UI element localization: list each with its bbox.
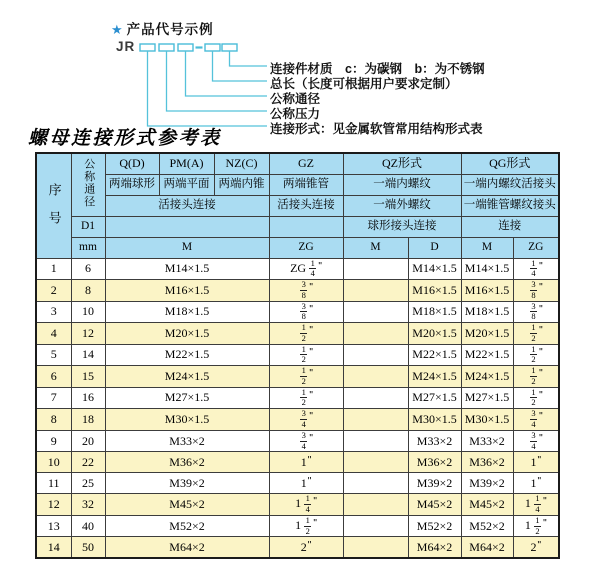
fraction-value: $\frac{3}{8}$ — [301, 279, 306, 300]
cell-gz-zg: $\frac{1}{2}$ " — [269, 344, 343, 366]
header-qg-connect: 连接 — [461, 216, 559, 237]
cell-qg-zg: 2" — [513, 537, 559, 558]
cell-qz-m — [343, 258, 408, 280]
header-empty-gz — [269, 216, 343, 237]
header-dn-text: 公称通径 — [82, 158, 95, 209]
fraction-value: $\frac{3}{4}$ — [301, 408, 306, 429]
cell-qz-m — [343, 323, 408, 345]
cell-gz-zg: 1 $\frac{1}{2}$ " — [269, 515, 343, 537]
cell-qz-d: M64×2 — [408, 537, 461, 558]
cell-qg-m: M22×1.5 — [461, 344, 513, 366]
fraction-value: $\frac{1}{2}$ — [531, 365, 536, 386]
fraction-value: $\frac{1}{2}$ — [531, 387, 536, 408]
header-gz-desc: 两端锥管 — [269, 174, 343, 195]
cell-qg-zg: $\frac{3}{4}$ " — [513, 409, 559, 431]
cell-m-thread: M33×2 — [105, 430, 269, 452]
cell-qg-zg: $\frac{1}{2}$ " — [513, 323, 559, 345]
cell-qz-d: M27×1.5 — [408, 387, 461, 409]
cell-qg-zg: 1" — [513, 452, 559, 473]
cell-qg-m: M18×1.5 — [461, 301, 513, 323]
table-body — [36, 258, 559, 558]
cell-dn: 40 — [71, 515, 105, 537]
cell-qz-d: M52×2 — [408, 515, 461, 537]
cell-qg-m: M36×2 — [461, 452, 513, 473]
cell-gz-zg: 1" — [269, 452, 343, 473]
cell-qz-d: M18×1.5 — [408, 301, 461, 323]
cell-m-thread: M52×2 — [105, 515, 269, 537]
cell-dn: 16 — [71, 387, 105, 409]
header-qz-connect: 球形接头连接 — [343, 216, 461, 237]
header-q-code: Q(D) — [105, 153, 159, 174]
cell-dn: 12 — [71, 323, 105, 345]
cell-qg-m: M39×2 — [461, 473, 513, 494]
nut-connection-reference-table — [35, 152, 560, 559]
cell-qg-zg: $\frac{3}{8}$ " — [513, 301, 559, 323]
cell-qg-m: M27×1.5 — [461, 387, 513, 409]
cell-qz-d: M16×1.5 — [408, 280, 461, 302]
diagram-heading-text: 产品代号示例 — [126, 22, 214, 37]
cell-dn: 15 — [71, 366, 105, 388]
cell-qz-m — [343, 494, 408, 516]
table-header — [36, 153, 559, 258]
fraction-value: $\frac{3}{8}$ — [531, 279, 536, 300]
cell-dn: 22 — [71, 452, 105, 473]
header-pm-desc: 两端平面 — [159, 174, 214, 195]
cell-qz-d: M33×2 — [408, 430, 461, 452]
table-row — [36, 323, 559, 345]
fraction-value: $\frac{1}{2}$ — [531, 344, 536, 365]
cell-dn: 14 — [71, 344, 105, 366]
cell-seq: 12 — [36, 494, 71, 516]
table-row — [36, 515, 559, 537]
fraction-value: $\frac{3}{4}$ — [531, 408, 536, 429]
cell-qz-m — [343, 452, 408, 473]
cell-gz-zg: 1" — [269, 473, 343, 494]
cell-qg-zg: $\frac{3}{8}$ " — [513, 280, 559, 302]
cell-m-thread: M16×1.5 — [105, 280, 269, 302]
header-qz-sub2: D — [408, 237, 461, 258]
cell-dn: 32 — [71, 494, 105, 516]
cell-gz-zg: $\frac{1}{2}$ " — [269, 387, 343, 409]
fraction-value: $\frac{1}{2}$ — [535, 515, 540, 536]
fraction-value: $\frac{1}{4}$ — [305, 493, 310, 515]
header-qz-sub1: M — [343, 237, 408, 258]
table-row — [36, 494, 559, 516]
leader-line-form — [148, 51, 268, 126]
cell-seq: 14 — [36, 537, 71, 558]
header-nz-desc: 两端内锥 — [214, 174, 269, 195]
fraction-value: $\frac{3}{4}$ — [301, 430, 306, 451]
header-dn — [71, 153, 105, 216]
header-nz-code: NZ(C) — [214, 153, 269, 174]
cell-gz-zg: 2" — [269, 537, 343, 558]
header-seq — [36, 153, 71, 258]
cell-qg-m: M20×1.5 — [461, 323, 513, 345]
cell-seq: 1 — [36, 258, 71, 280]
header-qz-desc2: 一端外螺纹 — [343, 195, 461, 216]
cell-qz-m — [343, 409, 408, 431]
cell-seq: 10 — [36, 452, 71, 473]
header-left-connect: 活接头连接 — [105, 195, 269, 216]
fraction-value: $\frac{1}{4}$ — [310, 258, 315, 279]
diagram-heading — [111, 18, 214, 38]
code-prefix: JR — [116, 39, 136, 54]
cell-m-thread: M27×1.5 — [105, 387, 269, 409]
header-qz-code: QZ形式 — [343, 153, 461, 174]
cell-qz-m — [343, 473, 408, 494]
fraction-value: $\frac{1}{2}$ — [531, 322, 536, 343]
cell-gz-zg: $\frac{3}{8}$ " — [269, 280, 343, 302]
label-length: 总长（长度可根据用户要求定制） — [270, 77, 458, 91]
cell-qg-zg: $\frac{3}{4}$ " — [513, 430, 559, 452]
header-q-desc: 两端球形 — [105, 174, 159, 195]
label-diameter: 公称通径 — [270, 92, 321, 106]
code-box-1 — [140, 44, 155, 51]
cell-seq: 11 — [36, 473, 71, 494]
cell-seq: 5 — [36, 344, 71, 366]
fraction-value: $\frac{1}{4}$ — [535, 493, 540, 515]
cell-gz-zg: ZG $\frac{1}{4}$ " — [269, 258, 343, 280]
code-box-4 — [205, 44, 220, 51]
header-pm-code: PM(A) — [159, 153, 214, 174]
header-left-thread: M — [105, 237, 269, 258]
code-box-3 — [178, 44, 193, 51]
cell-m-thread: M18×1.5 — [105, 301, 269, 323]
cell-dn: 50 — [71, 537, 105, 558]
leader-line-diameter — [186, 51, 268, 96]
header-empty-left — [105, 216, 269, 237]
header-qg-sub1: M — [461, 237, 513, 258]
fraction-value: $\frac{3}{8}$ — [531, 301, 536, 322]
fraction-value: $\frac{1}{4}$ — [531, 258, 536, 279]
header-mm: mm — [71, 237, 105, 258]
table-title: 螺母连接形式参考表 — [28, 128, 222, 149]
cell-qg-zg: 1" — [513, 473, 559, 494]
cell-m-thread: M36×2 — [105, 452, 269, 473]
header-qg-sub2: ZG — [513, 237, 559, 258]
table-row — [36, 537, 559, 558]
cell-seq: 8 — [36, 409, 71, 431]
table-row — [36, 387, 559, 409]
cell-qz-m — [343, 280, 408, 302]
table-row — [36, 473, 559, 494]
cell-dn: 18 — [71, 409, 105, 431]
fraction-value: $\frac{1}{2}$ — [301, 365, 306, 386]
table-row — [36, 280, 559, 302]
table-row — [36, 301, 559, 323]
cell-qg-m: M30×1.5 — [461, 409, 513, 431]
header-seq-text: 序号 — [46, 183, 62, 240]
cell-qz-d: M22×1.5 — [408, 344, 461, 366]
cell-qg-zg: $\frac{1}{2}$ " — [513, 387, 559, 409]
cell-m-thread: M22×1.5 — [105, 344, 269, 366]
cell-qz-d: M20×1.5 — [408, 323, 461, 345]
cell-m-thread: M24×1.5 — [105, 366, 269, 388]
cell-qg-m: M16×1.5 — [461, 280, 513, 302]
cell-m-thread: M45×2 — [105, 494, 269, 516]
cell-seq: 4 — [36, 323, 71, 345]
cell-qg-zg: $\frac{1}{2}$ " — [513, 344, 559, 366]
header-qg-desc1: 一端内螺纹活接头 — [461, 174, 559, 195]
cell-gz-zg: $\frac{3}{4}$ " — [269, 409, 343, 431]
cell-qg-m: M64×2 — [461, 537, 513, 558]
cell-qz-d: M45×2 — [408, 494, 461, 516]
code-box-2 — [159, 44, 174, 51]
cell-m-thread: M20×1.5 — [105, 323, 269, 345]
cell-qz-m — [343, 515, 408, 537]
table-row — [36, 452, 559, 473]
header-gz-code: GZ — [269, 153, 343, 174]
cell-qz-d: M24×1.5 — [408, 366, 461, 388]
cell-seq: 13 — [36, 515, 71, 537]
cell-dn: 10 — [71, 301, 105, 323]
cell-qz-m — [343, 430, 408, 452]
header-d1: D1 — [71, 216, 105, 237]
table-row — [36, 344, 559, 366]
cell-qz-m — [343, 344, 408, 366]
cell-qg-m: M45×2 — [461, 494, 513, 516]
star-icon: ★ — [111, 22, 124, 37]
label-form: 连接形式：见金属软管常用结构形式表 — [270, 122, 483, 136]
cell-dn: 6 — [71, 258, 105, 280]
header-qg-desc2: 一端锥管螺纹接头 — [461, 195, 559, 216]
cell-seq: 7 — [36, 387, 71, 409]
cell-qg-zg: 1 $\frac{1}{4}$ " — [513, 494, 559, 516]
label-material: 连接件材质 c：为碳钢 b：为不锈钢 — [270, 62, 485, 76]
fraction-value: $\frac{3}{4}$ — [531, 430, 536, 451]
cell-qz-m — [343, 387, 408, 409]
cell-qz-m — [343, 366, 408, 388]
cell-seq: 2 — [36, 280, 71, 302]
cell-dn: 8 — [71, 280, 105, 302]
cell-seq: 9 — [36, 430, 71, 452]
cell-seq: 3 — [36, 301, 71, 323]
fraction-value: $\frac{1}{2}$ — [301, 322, 306, 343]
cell-m-thread: M30×1.5 — [105, 409, 269, 431]
cell-qz-d: M14×1.5 — [408, 258, 461, 280]
cell-qg-zg: $\frac{1}{4}$ " — [513, 258, 559, 280]
cell-qg-m: M14×1.5 — [461, 258, 513, 280]
header-qg-code: QG形式 — [461, 153, 559, 174]
leader-line-material — [230, 51, 268, 66]
cell-dn: 25 — [71, 473, 105, 494]
cell-qz-m — [343, 301, 408, 323]
cell-qg-zg: 1 $\frac{1}{2}$ " — [513, 515, 559, 537]
cell-qz-m — [343, 537, 408, 558]
header-gz-thread: ZG — [269, 237, 343, 258]
cell-gz-zg: $\frac{3}{4}$ " — [269, 430, 343, 452]
cell-gz-zg: $\frac{1}{2}$ " — [269, 323, 343, 345]
cell-gz-zg: $\frac{1}{2}$ " — [269, 366, 343, 388]
table-row — [36, 409, 559, 431]
cell-qg-zg: $\frac{1}{2}$ " — [513, 366, 559, 388]
cell-qg-m: M24×1.5 — [461, 366, 513, 388]
fraction-value: $\frac{3}{8}$ — [301, 301, 306, 322]
cell-qg-m: M33×2 — [461, 430, 513, 452]
header-qz-desc1: 一端内螺纹 — [343, 174, 461, 195]
fraction-value: $\frac{1}{2}$ — [301, 387, 306, 408]
cell-qz-d: M39×2 — [408, 473, 461, 494]
code-box-5 — [222, 44, 237, 51]
table-row — [36, 430, 559, 452]
table-row — [36, 258, 559, 280]
cell-qz-d: M36×2 — [408, 452, 461, 473]
cell-qz-d: M30×1.5 — [408, 409, 461, 431]
cell-m-thread: M39×2 — [105, 473, 269, 494]
fraction-value: $\frac{1}{2}$ — [305, 515, 310, 536]
cell-m-thread: M14×1.5 — [105, 258, 269, 280]
cell-m-thread: M64×2 — [105, 537, 269, 558]
table-row — [36, 366, 559, 388]
cell-gz-zg: 1 $\frac{1}{4}$ " — [269, 494, 343, 516]
header-gz-connect: 活接头连接 — [269, 195, 343, 216]
cell-gz-zg: $\frac{3}{8}$ " — [269, 301, 343, 323]
cell-seq: 6 — [36, 366, 71, 388]
cell-dn: 20 — [71, 430, 105, 452]
fraction-value: $\frac{1}{2}$ — [301, 344, 306, 365]
label-pressure: 公称压力 — [270, 107, 321, 121]
cell-qg-m: M52×2 — [461, 515, 513, 537]
